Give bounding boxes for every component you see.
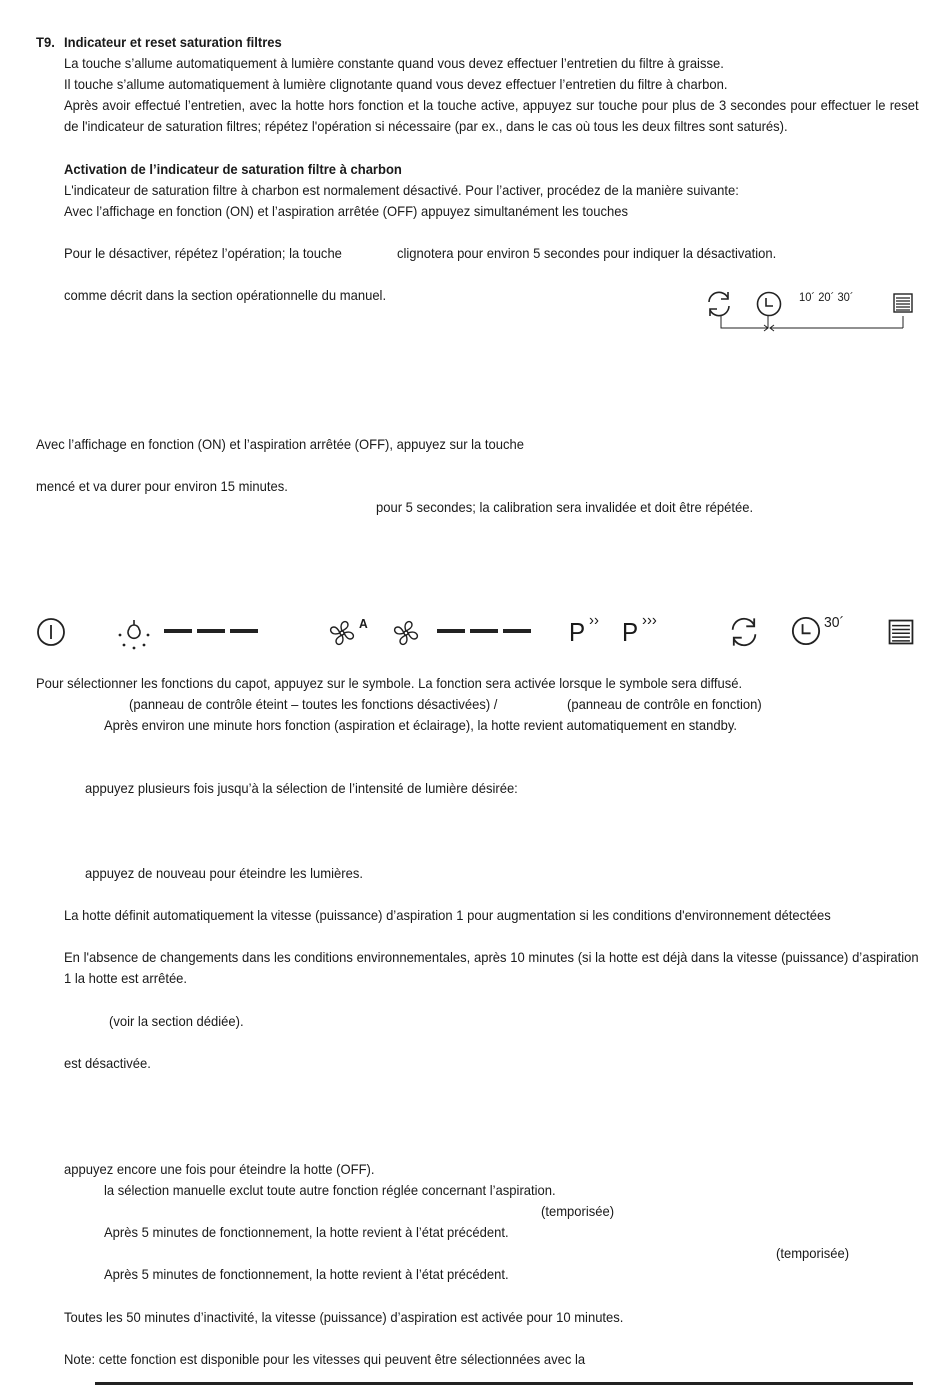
clock-icon: [755, 290, 783, 318]
text-line: Après 5 minutes de fonctionnement, la hotte revient à l’état précédent.: [104, 1266, 509, 1282]
text-line: appuyez de nouveau pour éteindre les lumières.: [85, 865, 363, 881]
boost2-chevrons: ›››: [642, 612, 657, 629]
filter-icon[interactable]: [887, 618, 915, 646]
refresh-icon: [704, 289, 734, 319]
section-title: Indicateur et reset saturation filtres: [64, 34, 282, 50]
section-number: T9.: [36, 34, 55, 50]
text-line: L'indicateur de saturation filtre à charbon est normalement désactivé. Pour l’activer, procédez de la manière suivante:: [64, 182, 739, 198]
light-bulb-icon[interactable]: [116, 615, 152, 651]
text-line: est désactivée.: [64, 1055, 151, 1071]
text-line: mencé et va durer pour environ 15 minutes.: [36, 478, 288, 494]
text-line: appuyez plusieurs fois jusqu’à la sélection de l’intensité de lumière désirée:: [85, 780, 518, 796]
text-line: (temporisée): [541, 1203, 615, 1219]
text-line: Après 5 minutes de fonctionnement, la hotte revient à l’état précédent.: [104, 1224, 509, 1240]
timer-label: 30´: [824, 614, 845, 631]
boost2-letter[interactable]: P: [622, 617, 639, 647]
fan-auto-label: A: [359, 616, 368, 631]
text-line: Avec l’affichage en fonction (ON) et l’aspiration arrêtée (OFF), appuyez sur la touche: [36, 436, 525, 452]
timer-labels: 10´ 20´ 30´: [799, 290, 854, 304]
power-icon[interactable]: [36, 617, 66, 647]
text-line: (voir la section dédiée).: [109, 1013, 244, 1029]
text-line: Note: cette fonction est disponible pour les vitesses qui peuvent être sélectionnées avec la: [64, 1351, 586, 1367]
text-line: Avec l’affichage en fonction (ON) et l’aspiration arrêtée (OFF) appuyez simultanément les touches: [64, 203, 629, 219]
text-line: (panneau de contrôle en fonction): [567, 696, 762, 712]
text-line: Toutes les 50 minutes d’inactivité, la vitesse (puissance) d’aspiration est activée pour 10 minutes.: [64, 1309, 624, 1325]
text-line: clignotera pour environ 5 secondes pour indiquer la désactivation.: [397, 245, 777, 261]
text-line: La touche s’allume automatiquement à lumière constante quand vous devez effectuer l’entretien du filtre à graisse.: [64, 55, 724, 71]
light-level-bar: [164, 629, 260, 635]
filter-icon: [892, 292, 914, 314]
text-line: Pour le désactiver, répétez l’opération; la touche: [64, 245, 342, 261]
clock-icon[interactable]: [790, 615, 822, 647]
text-line: appuyez encore une fois pour éteindre la hotte (OFF).: [64, 1161, 375, 1177]
bottom-rule: [95, 1382, 913, 1385]
text-line: Après environ une minute hors fonction (aspiration et éclairage), la hotte revient automatiquement en standby.: [104, 717, 738, 733]
text-line: (panneau de contrôle éteint – toutes les fonctions désactivées) /: [129, 696, 498, 712]
text-line: pour 5 secondes; la calibration sera invalidée et doit être répétée.: [376, 499, 754, 515]
fan-auto-icon[interactable]: [326, 617, 358, 649]
text-line: la sélection manuelle exclut toute autre fonction réglée concernant l’aspiration.: [104, 1182, 556, 1198]
fan-icon[interactable]: [390, 617, 422, 649]
sub-heading: Activation de l’indicateur de saturation filtre à charbon: [64, 161, 402, 177]
bracket-lines: [718, 316, 908, 332]
text-line: Pour sélectionner les fonctions du capot, appuyez sur le symbole. La fonction sera activée lorsque le symbole sera diffusé.: [36, 675, 743, 691]
text-line: Il touche s’allume automatiquement à lumière clignotante quand vous devez effectuer l’entretien du filtre à charbon.: [64, 76, 728, 92]
fan-speed-bar: [437, 629, 533, 635]
text-line: comme décrit dans la section opérationnelle du manuel.: [64, 287, 387, 303]
text-line: La hotte définit automatiquement la vitesse (puissance) d’aspiration 1 pour augmentation si les conditions d'environnement détectées: [64, 907, 831, 923]
reset-paragraph: Après avoir effectué l’entretien, avec la hotte hors fonction et la touche active, appuyez sur touche pour plus de 3 secondes pour effectuer le reset de l'indicateur de saturation filtres; répétez l'opération si nécessaire (par ex., dans le cas où tous les deux filtres sont saturés).: [64, 97, 919, 134]
boost1-chevrons: ››: [589, 612, 599, 629]
boost1-letter[interactable]: P: [569, 617, 586, 647]
auto-paragraph: En l'absence de changements dans les conditions environnementales, après 10 minutes (si la hotte est déjà dans la vitesse (puissance) d’aspiration 1 la hotte est arrêtée.: [64, 949, 919, 986]
refresh-icon[interactable]: [727, 615, 761, 649]
text-line: (temporisée): [776, 1245, 850, 1261]
